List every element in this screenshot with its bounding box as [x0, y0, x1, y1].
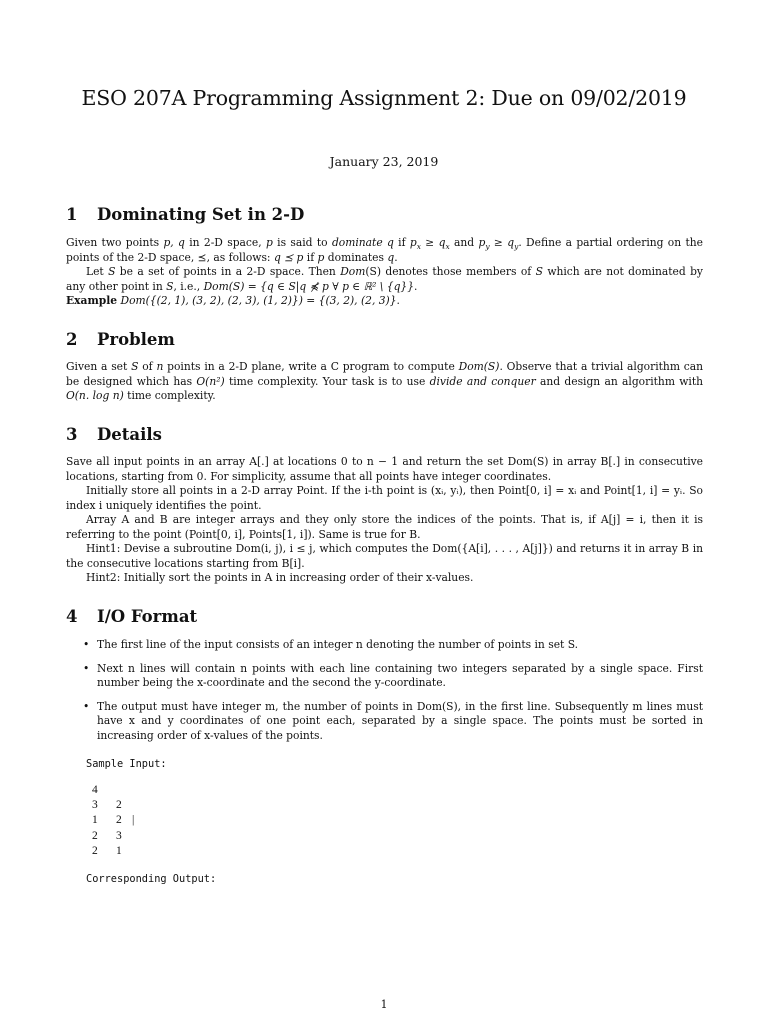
- corresponding-output-label: Corresponding Output:: [86, 873, 217, 885]
- section-title: Problem: [97, 330, 175, 349]
- section-number: 4: [66, 607, 78, 626]
- details-hint-2: Hint2: Initially sort the points in A in increasing order of their x-values.: [86, 571, 474, 584]
- section-3-heading: [66, 425, 162, 444]
- sample-input-label: Sample Input:: [86, 758, 167, 770]
- section-title: I/O Format: [97, 607, 198, 626]
- sample-row: 2 1: [92, 844, 122, 857]
- example-expression: Dom({(2, 1), (3, 2), (2, 3), (1, 2)}) = {(3, 2), (2, 3)}: [120, 294, 397, 307]
- list-item: • Next n lines will contain n points with each line containing two integers separated by a single space. First number being the x-coordinate and the second the y-coordinate.: [83, 661, 703, 690]
- details-paragraph-1: Save all input points in an array A[.] at locations 0 to n − 1 and return the set Dom(S) in array B[.] in consecutive locations, starting from 0. For simplicity, assume that all points have integer coordinates.: [66, 455, 703, 483]
- details-paragraph-3: Array A and B are integer arrays and they only store the indices of the points. That is, if A[j] = i, then it is referring to the point (Point[0, i], Points[1, i]). Same is true for B.: [66, 513, 703, 541]
- sample-row: 3 2: [92, 799, 122, 812]
- section-title: Dominating Set in 2-D: [97, 205, 305, 224]
- page-number: 1: [380, 998, 388, 1011]
- section-2-paragraph: Given a set S of n points in a 2-D plane, write a C program to compute Dom(S). Observe that a trivial algorithm can be designed which has O(n²) time complexity. Your task is to use divide and conquer and design an algorithm with O(n. log n) time complexity.: [66, 360, 704, 403]
- section-title: Details: [97, 425, 162, 444]
- sample-input-block: [92, 783, 134, 859]
- list-item: • The first line of the input consists of an integer n denoting the number of points in set S.: [83, 638, 579, 651]
- section-1-definition-paragraph: Given two points p, q in 2-D space, p is said to dominate q if $p_x \ge q_x$ and $p_y \ge q_y$. Define a partial ordering on the points of the 2-D space, ⪯, as follows: q ⪯ p if p dominates q.: [66, 236, 703, 264]
- section-1-dom-paragraph: Let S be a set of points in a 2-D space. Then Dom(S) denotes those members of S which are not dominated by any other point in S, i.e., Dom(S) = {q ∈ S|q ⋠ p ∀ p ∈ ℝ² \ {q}}.: [66, 265, 703, 293]
- section-1-example: Example Dom({(2, 1), (3, 2), (2, 3), (1, 2)}) = {(3, 2), (2, 3)}.: [66, 294, 400, 307]
- section-number: 1: [66, 205, 78, 224]
- section-number: 3: [66, 425, 78, 444]
- details-hint-1: Hint1: Devise a subroutine Dom(i, j), i ≤ j, which computes the Dom({A[i], . . . , A[j]}) and returns it in array B in the consecutive locations starting from B[i].: [66, 542, 703, 570]
- section-1-heading: [66, 205, 304, 224]
- sample-row: 1 2 |: [92, 814, 135, 827]
- list-item: • The output must have integer m, the number of points in Dom(S), in the first line. Subsequently m lines must have x and y coordinates of one point each, separated by a single space. The points must be sorted in increasing order of x-values of the points.: [83, 699, 703, 742]
- io-format-list: [66, 638, 703, 753]
- sample-row: 4: [92, 784, 98, 796]
- section-4-heading: [66, 607, 197, 626]
- document-date: January 23, 2019: [329, 154, 439, 169]
- sample-row: 2 3: [92, 829, 122, 842]
- document-title: ESO 207A Programming Assignment 2: Due on 09/02/2019: [81, 86, 687, 110]
- section-2-heading: [66, 330, 175, 349]
- example-label: Example: [66, 294, 118, 307]
- section-number: 2: [66, 330, 78, 349]
- details-paragraph-2: Initially store all points in a 2-D array Point. If the i-th point is (xᵢ, yᵢ), then Point[0, i] = xᵢ and Point[1, i] = yᵢ. So index i uniquely identifies the point.: [66, 484, 703, 512]
